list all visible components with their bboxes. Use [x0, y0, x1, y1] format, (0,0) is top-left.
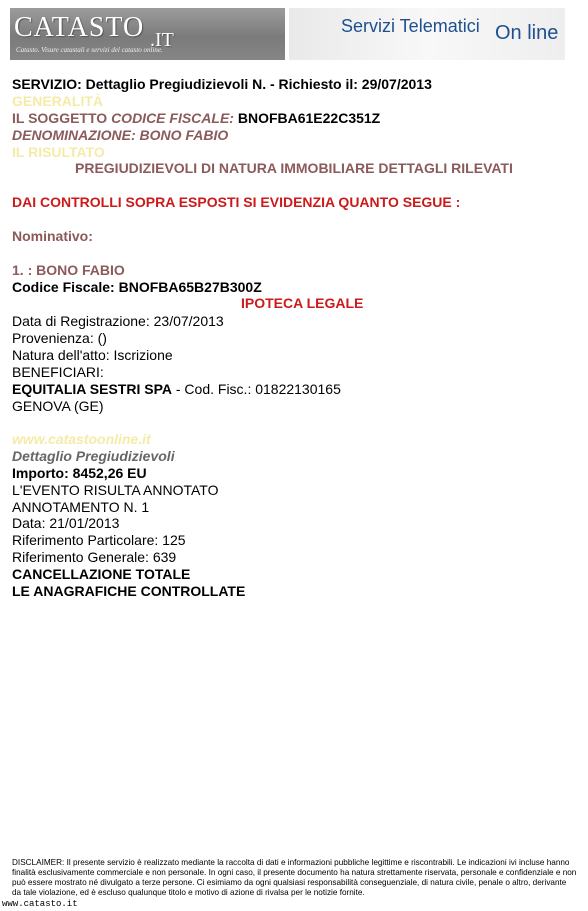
- dettaglio-title: Dettaglio Pregiudizievoli: [12, 448, 175, 464]
- pregiudizievoli-title: PREGIUDIZIEVOLI DI NATURA IMMOBILIARE DETTAGLI RILEVATI: [75, 160, 513, 176]
- rif-particolare: Riferimento Particolare: 125: [12, 532, 186, 548]
- risultato-heading: IL RISULTATO: [12, 144, 105, 160]
- importo: Importo: 8452,26 EU: [12, 465, 147, 481]
- rif-generale: Riferimento Generale: 639: [12, 549, 177, 565]
- banner-title: Servizi Telematici: [341, 16, 480, 36]
- logo-text: CATASTO: [14, 12, 145, 43]
- service-line: SERVIZIO: Dettaglio Pregiudizievoli N. - Richiesto il: 29/07/2013: [12, 76, 432, 92]
- data-registrazione: Data di Registrazione: 23/07/2013: [12, 313, 224, 329]
- beneficiario-cf: - Cod. Fisc.: 01822130165: [171, 381, 341, 397]
- annotamento: ANNOTAMENTO N. 1: [12, 499, 150, 515]
- beneficiario-line: [12, 381, 341, 397]
- anagrafiche: LE ANAGRAFICHE CONTROLLATE: [12, 583, 246, 599]
- website-watermark: www.catastoonline.it: [12, 431, 151, 447]
- codice-fiscale: Codice Fiscale: BNOFBA65B27B300Z: [12, 279, 262, 295]
- servizi-banner: [289, 8, 565, 60]
- nominativo-label: Nominativo:: [12, 228, 93, 244]
- disclaimer: DISCLAIMER: Il presente servizio è realizzato mediante la raccolta di dati e informazioni pubbliche legittime e riscontrabili. Le indicazioni ivi incluse hanno finalità esclusivamente commerciale e non personale. In ogni caso, il presente documento ha natura strettamente riservata, personale e confidenziale e non può essere mostrato né divulgato a terze persone. Ci esimiamo da ogni qualsiasi responsabilità conseguenziale, di natura civile, penale o altro, derivante da tale violazione, ed è escluso qualunque titolo e motivo di azione di rivalsa per le notizie fornite.: [12, 858, 577, 897]
- soggetto-label: CODICE FISCALE:: [111, 110, 234, 126]
- data-annotamento: Data: 21/01/2013: [12, 515, 120, 531]
- generalita-heading: GENERALITÀ: [12, 93, 103, 109]
- banner-online: On line: [495, 22, 559, 44]
- beneficiari-label: BENEFICIARI:: [12, 364, 104, 380]
- soggetto-value: BNOFBA61E22C351Z: [233, 110, 381, 126]
- natura-atto: Natura dell'atto: Iscrizione: [12, 347, 173, 363]
- soggetto-line: [12, 110, 380, 126]
- cancellazione: CANCELLAZIONE TOTALE: [12, 566, 191, 582]
- evento: L'EVENTO RISULTA ANNOTATO: [12, 482, 219, 498]
- beneficiario-name: EQUITALIA SESTRI SPA: [12, 381, 172, 397]
- provenienza: Provenienza: (): [12, 330, 107, 346]
- catasto-logo[interactable]: [10, 8, 285, 60]
- logo-subtitle: Catasto. Visure catastali e servizi del catasto online.: [16, 46, 163, 54]
- ipoteca-title: IPOTECA LEGALE: [241, 295, 364, 311]
- nominativo-item: 1. : BONO FABIO: [12, 262, 125, 278]
- header-banner: [10, 8, 565, 60]
- soggetto-prefix: IL SOGGETTO: [12, 110, 112, 126]
- denominazione-line: DENOMINAZIONE: BONO FABIO: [12, 127, 229, 143]
- controlli-line: DAI CONTROLLI SOPRA ESPOSTI SI EVIDENZIA QUANTO SEGUE :: [12, 194, 461, 210]
- logo-tld: .IT: [150, 29, 174, 51]
- footer-url[interactable]: www.catasto.it: [2, 899, 78, 909]
- beneficiario-city: GENOVA (GE): [12, 398, 104, 414]
